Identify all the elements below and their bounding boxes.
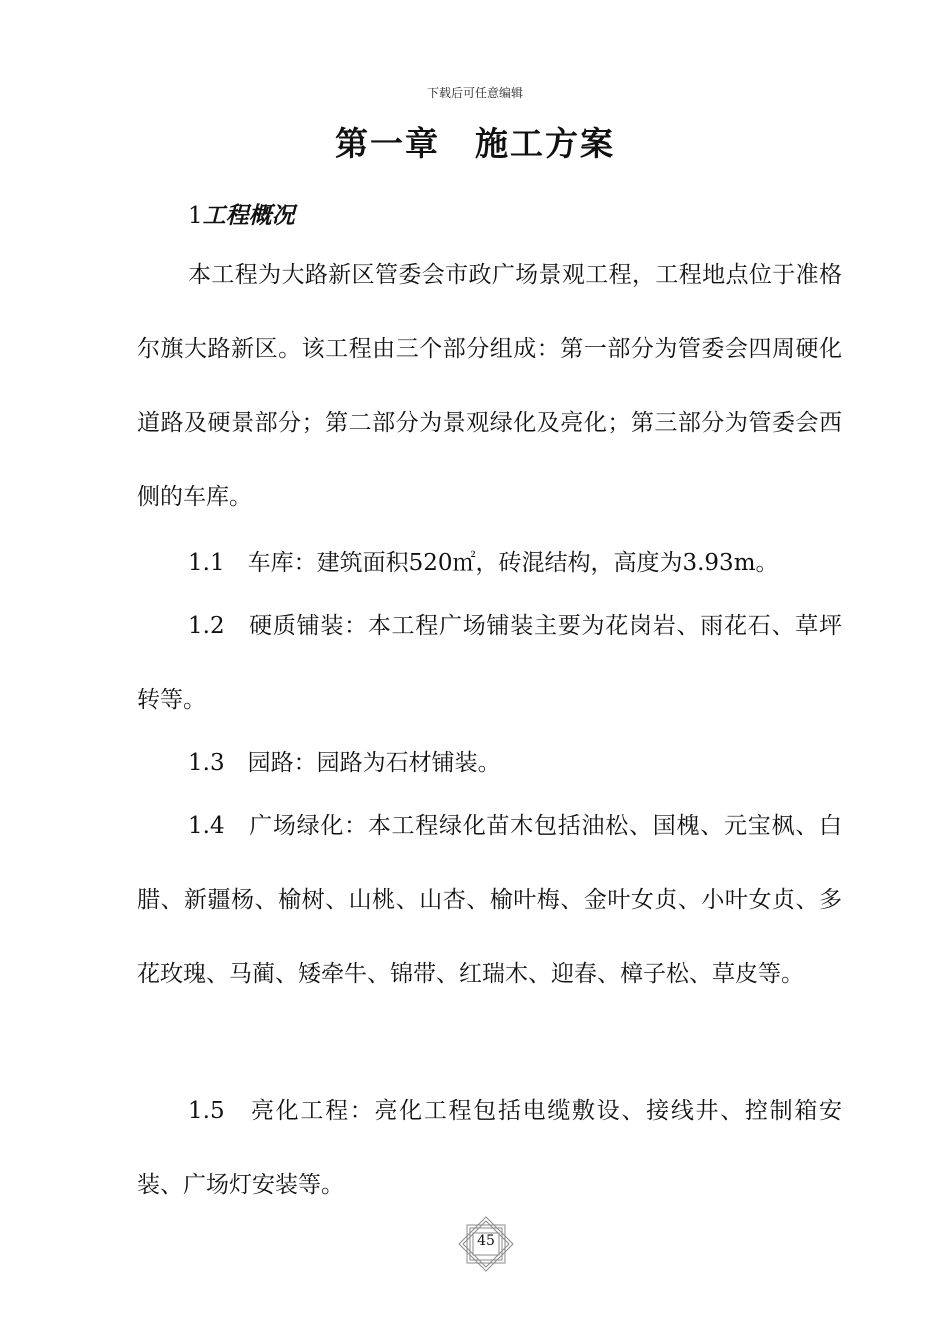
list-item <box>137 589 842 737</box>
item-number: 1.5 <box>188 1098 225 1124</box>
page-number: 45 <box>477 1233 495 1249</box>
list-item <box>137 1074 842 1222</box>
section-title: 工程概况 <box>202 202 295 229</box>
item-number: 1.2 <box>188 613 225 639</box>
item-number: 1.4 <box>188 813 225 839</box>
item-text: 亮化工程：亮化工程包括电缆敷设、接线井、控制箱安装、广场灯安装等。 <box>137 1098 843 1198</box>
item-text: 广场绿化：本工程绿化苗木包括油松、国槐、元宝枫、白腊、新疆杨、榆树、山桃、山杏、榆叶梅、金叶女贞、小叶女贞、多花玫瑰、马蔺、矮牵牛、锦带、红瑞木、迎春、樟子松、草皮等。 <box>137 813 843 987</box>
section-heading <box>188 197 295 230</box>
intro-paragraph: 本工程为大路新区管委会市政广场景观工程，工程地点位于准格尔旗大路新区。该工程由三个部分组成：第一部分为管委会四周硬化道路及硬景部分；第二部分为景观绿化及亮化；第三部分为管委会西侧的车库。 <box>137 262 842 510</box>
item-text: 硬质铺装：本工程广场铺装主要为花岗岩、雨花石、草坪转等。 <box>137 613 843 713</box>
chapter-title: 第一章 施工方案 <box>335 124 615 163</box>
item-text: 园路：园路为石材铺装。 <box>247 750 501 776</box>
list-item <box>137 789 842 1011</box>
item-text: 车库：建筑面积520㎡，砖混结构，高度为3.93m。 <box>247 550 779 576</box>
section-number: 1 <box>188 203 203 229</box>
header-note: 下载后可任意编辑 <box>426 86 523 100</box>
item-number: 1.3 <box>188 750 225 776</box>
item-number: 1.1 <box>188 550 225 576</box>
